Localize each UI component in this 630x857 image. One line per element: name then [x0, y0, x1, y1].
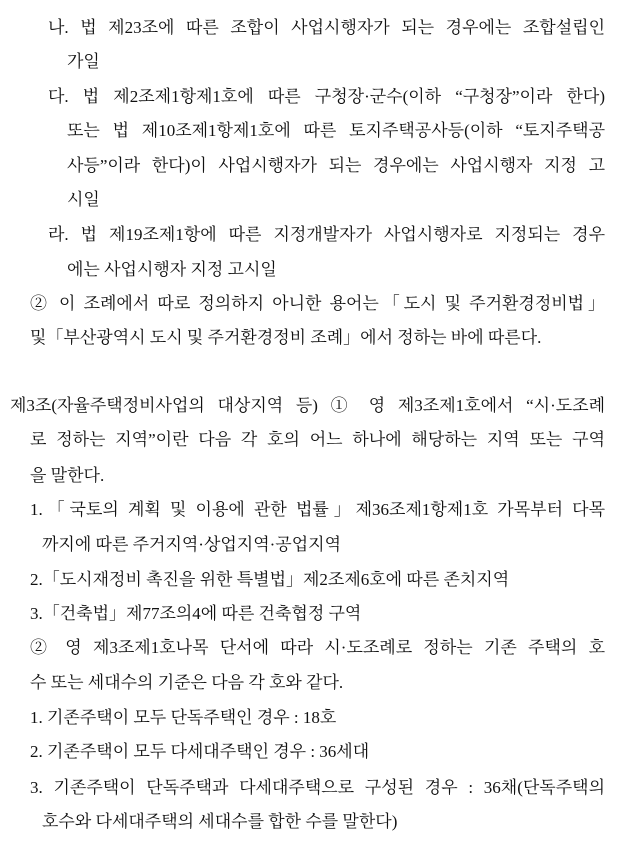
text-line: 수 또는 세대수의 기준은 다음 각 호와 같다. [30, 673, 344, 692]
text-line: 3. 기존주택이 단독주택과 다세대주택으로 구성된 경우 : 36채(단독주택의 [30, 778, 605, 797]
text-line: 사등”이라 한다)이 사업시행자가 되는 경우에는 사업시행자 지정 고 [67, 156, 605, 175]
text-line: 2. 기존주택이 모두 다세대주택인 경우 : 36세대 [30, 742, 370, 761]
text-line: ② 이 조례에서 따로 정의하지 아니한 용어는「도시 및 주거환경정비법」 [30, 294, 605, 313]
text-line: 다. 법 제2조제1항제1호에 따른 구청장·군수(이하 “구청장”이라 한다) [48, 87, 605, 106]
text-line: 가일 [67, 52, 100, 71]
text-line: 에는 사업시행자 지정 고시일 [67, 260, 277, 279]
text-line: 까지에 따른 주거지역·상업지역·공업지역 [42, 535, 341, 554]
text-line: 및「부산광역시 도시 및 주거환경정비 조례」에서 정하는 바에 따른다. [30, 328, 542, 347]
text-line: 1. 기존주택이 모두 단독주택인 경우 : 18호 [30, 708, 337, 727]
text-line: 호수와 다세대주택의 세대수를 합한 수를 말한다) [42, 812, 398, 831]
text-line: 3.「건축법」제77조의4에 따른 건축협정 구역 [30, 604, 362, 623]
text-line: 1.「국토의 계획 및 이용에 관한 법률」제36조제1항제1호 가목부터 다목 [30, 500, 605, 519]
text-line: 로 정하는 지역”이란 다음 각 호의 어느 하나에 해당하는 지역 또는 구역 [30, 430, 605, 449]
text-line: 제3조(자율주택정비사업의 대상지역 등) ① 영 제3조제1호에서 “시·도조례 [10, 396, 605, 415]
text-line: 나. 법 제23조에 따른 조합이 사업시행자가 되는 경우에는 조합설립인 [48, 18, 605, 37]
text-line: 을 말한다. [30, 466, 105, 485]
text-line: 또는 법 제10조제1항제1호에 따른 토지주택공사등(이하 “토지주택공 [67, 121, 605, 140]
text-line: 라. 법 제19조제1항에 따른 지정개발자가 사업시행자로 지정되는 경우 [48, 225, 605, 244]
text-line: 시일 [67, 190, 100, 209]
text-line: ② 영 제3조제1호나목 단서에 따라 시·도조례로 정하는 기존 주택의 호 [30, 638, 605, 657]
text-line: 2.「도시재정비 촉진을 위한 특별법」제2조제6호에 따른 존치지역 [30, 570, 510, 589]
